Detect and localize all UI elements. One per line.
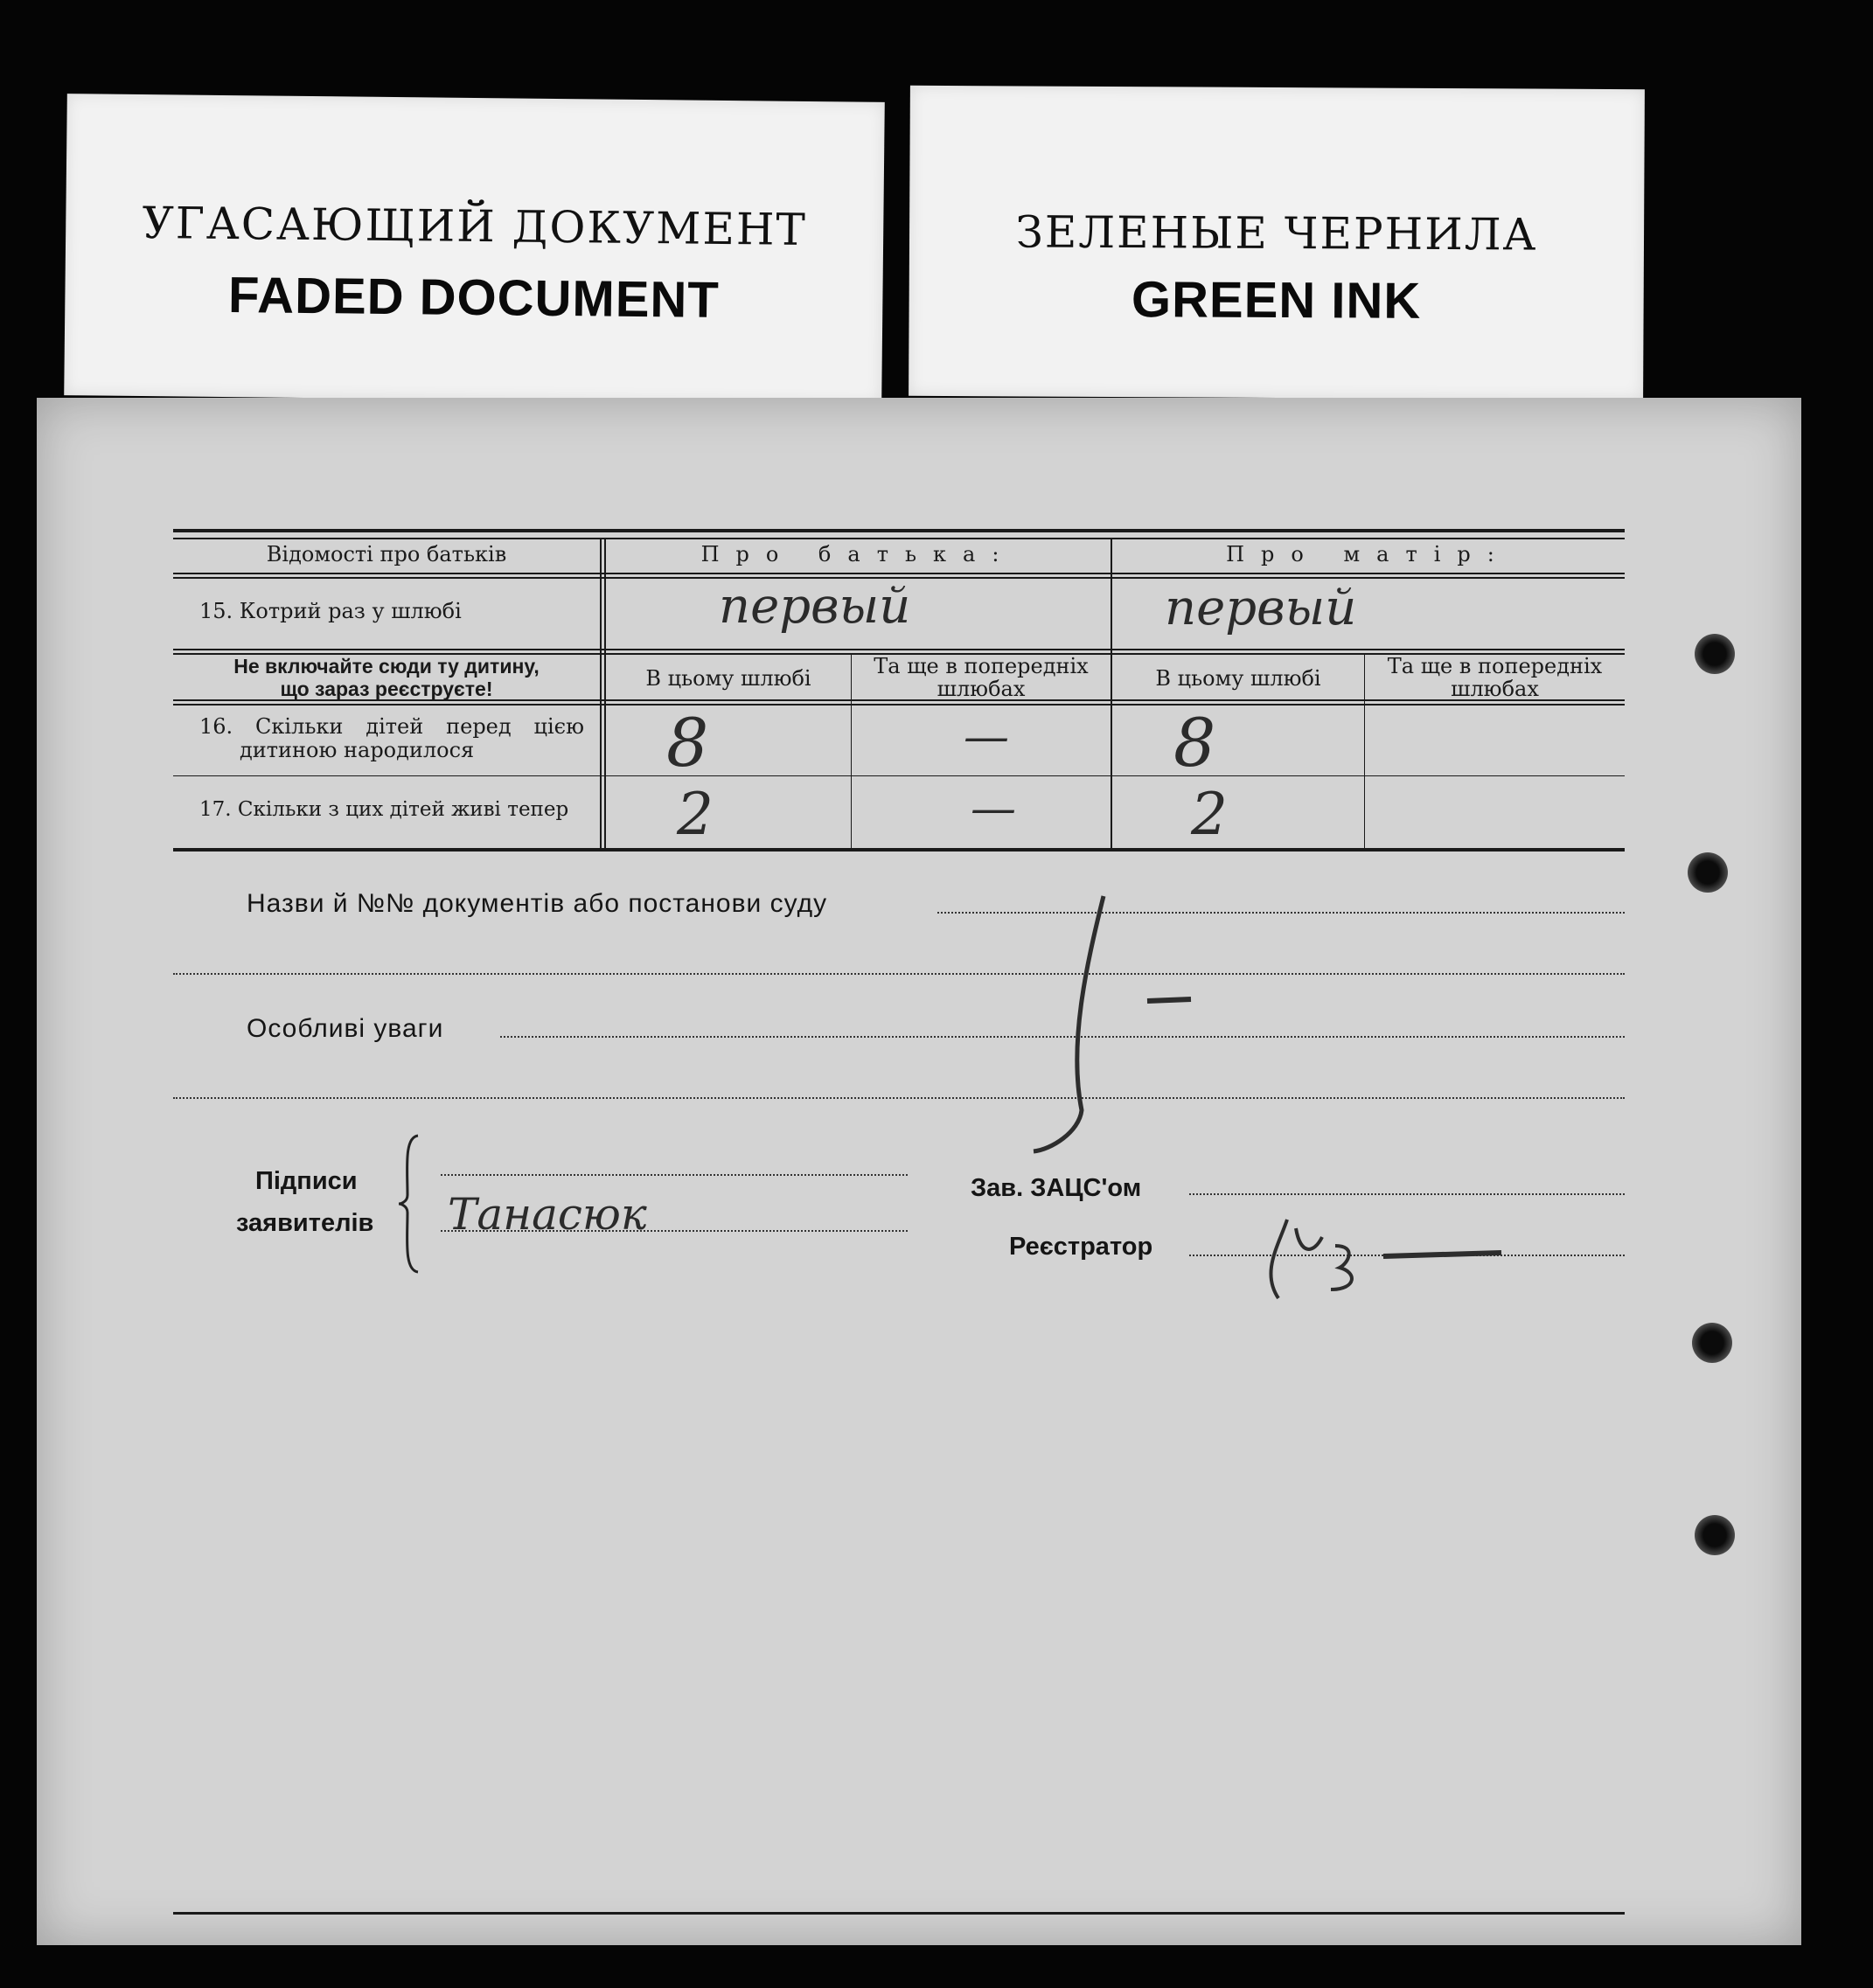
father-this-marriage-header: В цьому шлюбі [645, 666, 811, 691]
row-16-label-line2: дитиною народилося [240, 738, 475, 762]
registrar-label: Реєстратор [1009, 1233, 1153, 1261]
remarks-field-line2 [173, 1097, 1625, 1099]
applicant-signature: Танасюк [448, 1189, 647, 1240]
row-16-father-this: 8 [666, 704, 709, 782]
head-of-registry-label: Зав. ЗАЦС'ом [971, 1174, 1142, 1202]
documents-field-line2 [173, 973, 1625, 975]
green-ink-label-en: GREEN INK [1131, 271, 1422, 330]
row-16-father-prev: — [964, 711, 1009, 763]
row-17-mother-this: 2 [1191, 781, 1228, 848]
punch-hole-4 [1695, 1515, 1735, 1555]
punch-hole-3 [1692, 1323, 1732, 1363]
table-header-parents-info: Відомості про батьків [266, 542, 507, 567]
row-17-father-this: 2 [677, 781, 714, 848]
table-header-mother: Про матір: [1226, 542, 1511, 567]
faded-document-label-card [64, 94, 885, 404]
registrar-signature [1252, 1202, 1514, 1324]
applicant-signature-line1 [441, 1174, 908, 1176]
row-15-label: 15. Котрий раз у шлюбі [199, 599, 462, 623]
row-15-mother-value: первый [1165, 580, 1357, 636]
green-ink-label-ru: ЗЕЛЕНЫЕ ЧЕРНИЛА [1015, 206, 1538, 261]
applicants-signatures-label-line1: Підписи [255, 1167, 358, 1195]
note-do-not-include-line1: Не включайте сюди ту дитину, [233, 655, 540, 678]
note-do-not-include-line2: що зараз реєструєте! [280, 678, 493, 700]
remarks-label: Особливі уваги [247, 1014, 444, 1043]
punch-hole-2 [1688, 852, 1728, 893]
mother-this-marriage-header: В цьому шлюбі [1155, 666, 1321, 691]
faded-document-label-en: FADED DOCUMENT [227, 267, 721, 329]
handwritten-dash-mark [1016, 887, 1243, 1167]
table-header-father: Про батька: [700, 542, 1016, 567]
father-prev-marriages-header-line1: Та ще в попередніх [874, 654, 1089, 678]
row-17-father-prev: — [971, 782, 1016, 835]
green-ink-label-card [909, 86, 1645, 400]
head-of-registry-line [1189, 1193, 1625, 1195]
mother-prev-marriages-header-line2: шлюбах [1451, 677, 1539, 701]
bottom-rule [173, 1912, 1625, 1915]
signature-brace [397, 1134, 423, 1274]
row-15-father-value: первый [719, 578, 911, 635]
row-17-label: 17. Скільки з цих дітей живі тепер [199, 798, 569, 821]
faded-document-label-ru: УГАСАЮЩИЙ ДОКУМЕНТ [142, 198, 808, 255]
father-prev-marriages-header-line2: шлюбах [936, 677, 1026, 701]
applicants-signatures-label-line2: заявителів [236, 1209, 374, 1237]
row-16-label-line1: 16. Скільки дітей перед цією [199, 714, 584, 739]
mother-prev-marriages-header-line1: Та ще в попередніх [1387, 654, 1603, 678]
punch-hole-1 [1695, 634, 1735, 674]
documents-label: Назви й №№ документів або постанови суду [247, 889, 828, 918]
row-16-mother-this: 8 [1173, 704, 1216, 782]
form-page [37, 398, 1801, 1945]
